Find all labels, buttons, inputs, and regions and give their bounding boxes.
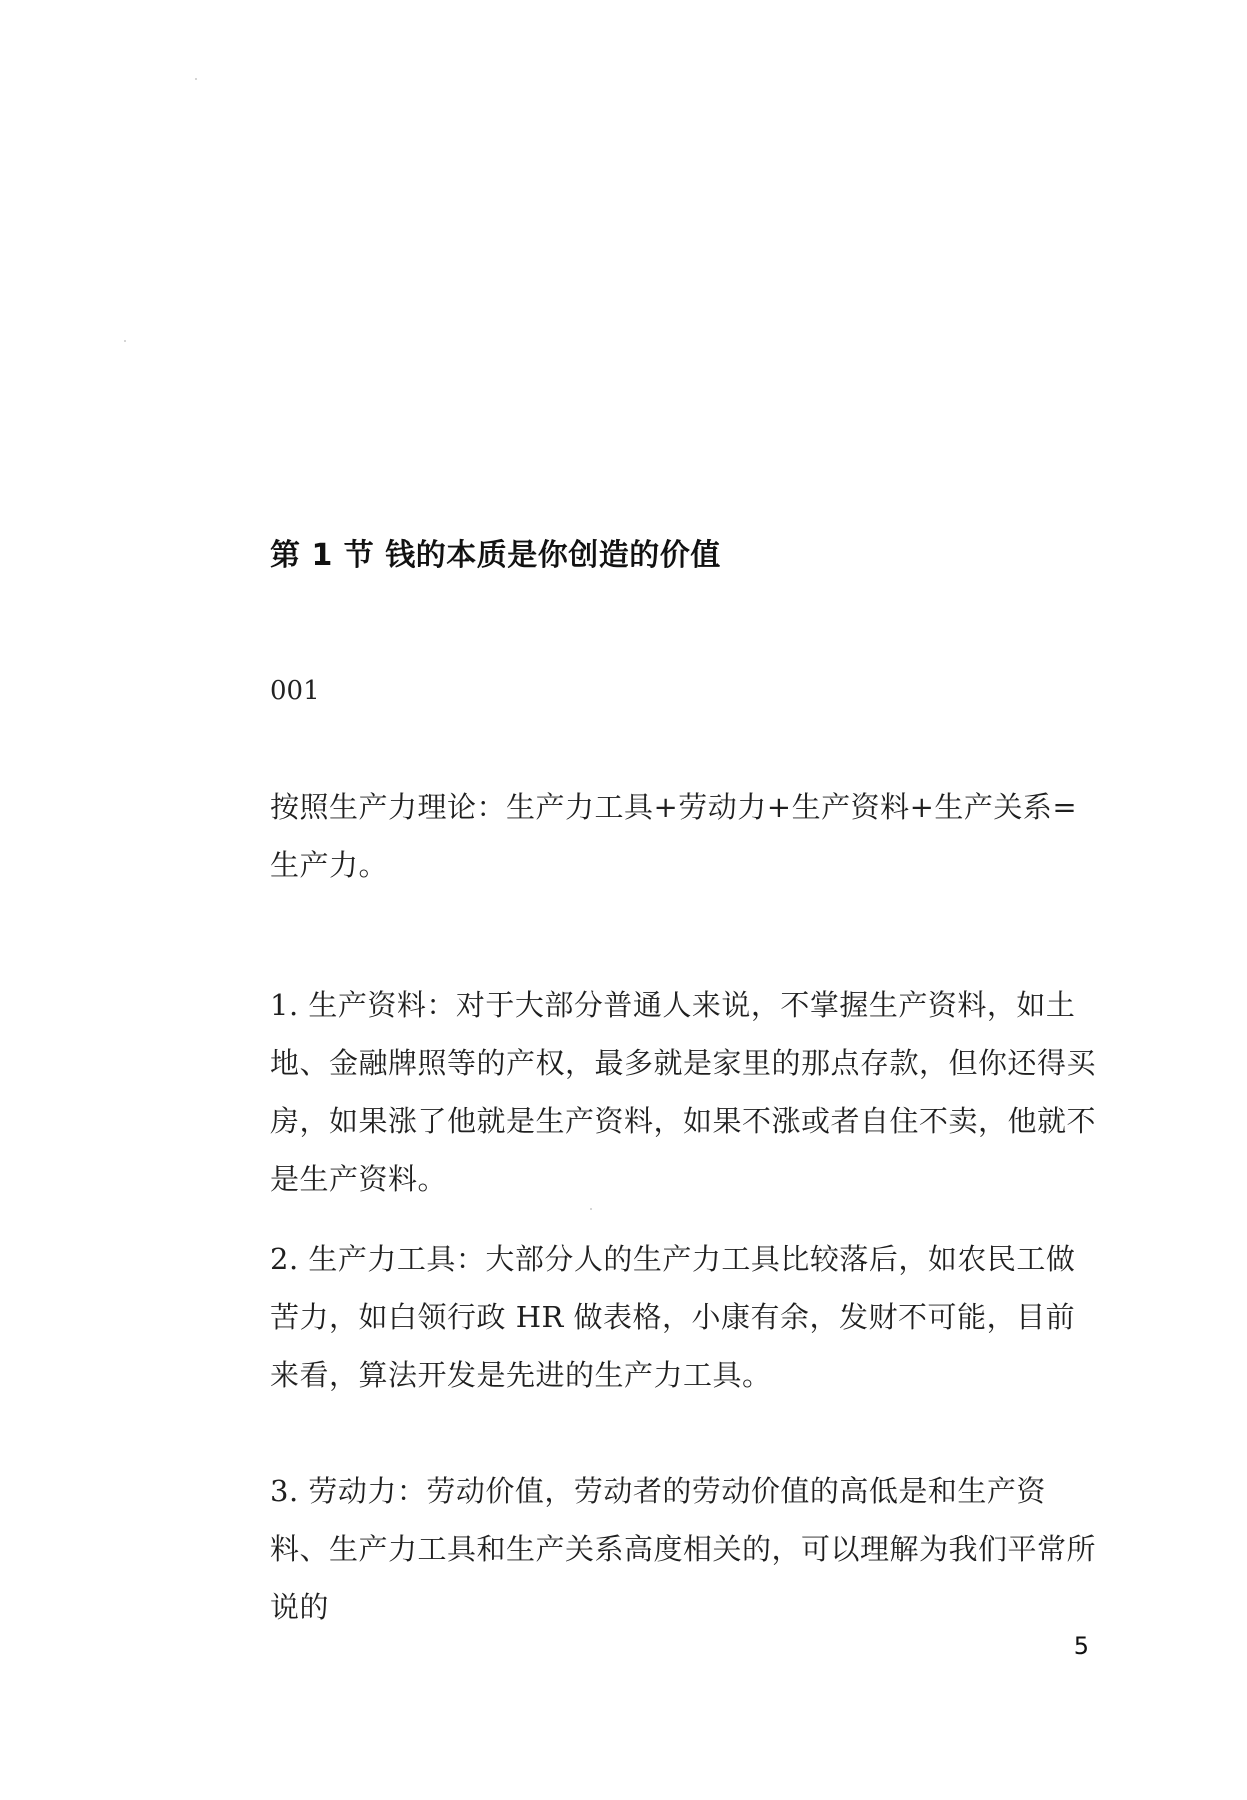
scan-speck — [195, 78, 197, 80]
entry-number: 001 — [270, 676, 320, 706]
paragraph-means-of-production: 1. 生产资料：对于大部分普通人来说，不掌握生产资料，如土地、金融牌照等的产权，最多就是家里的那点存款，但你还得买房，如果涨了他就是生产资料，如果不涨或者自住不卖，他就不是生产资料。 — [270, 988, 1097, 1196]
scan-speck — [590, 1208, 592, 1210]
paragraph-labor: 3. 劳动力：劳动价值，劳动者的劳动价值的高低是和生产资料、生产力工具和生产关系高度相关的，可以理解为我们平常所说的 — [270, 1474, 1097, 1624]
page-number: 5 — [1073, 1632, 1089, 1660]
section-title: 第 1 节 钱的本质是你创造的价值 — [270, 538, 721, 573]
paragraph-intro: 按照生产力理论：生产力工具+劳动力+生产资料+生产关系=生产力。 — [270, 790, 1078, 882]
scan-speck — [124, 340, 126, 342]
paragraph-productivity-tools: 2. 生产力工具：大部分人的生产力工具比较落后，如农民工做苦力，如白领行政 HR 做表格，小康有余，发财不可能，目前来看，算法开发是先进的生产力工具。 — [270, 1242, 1076, 1392]
